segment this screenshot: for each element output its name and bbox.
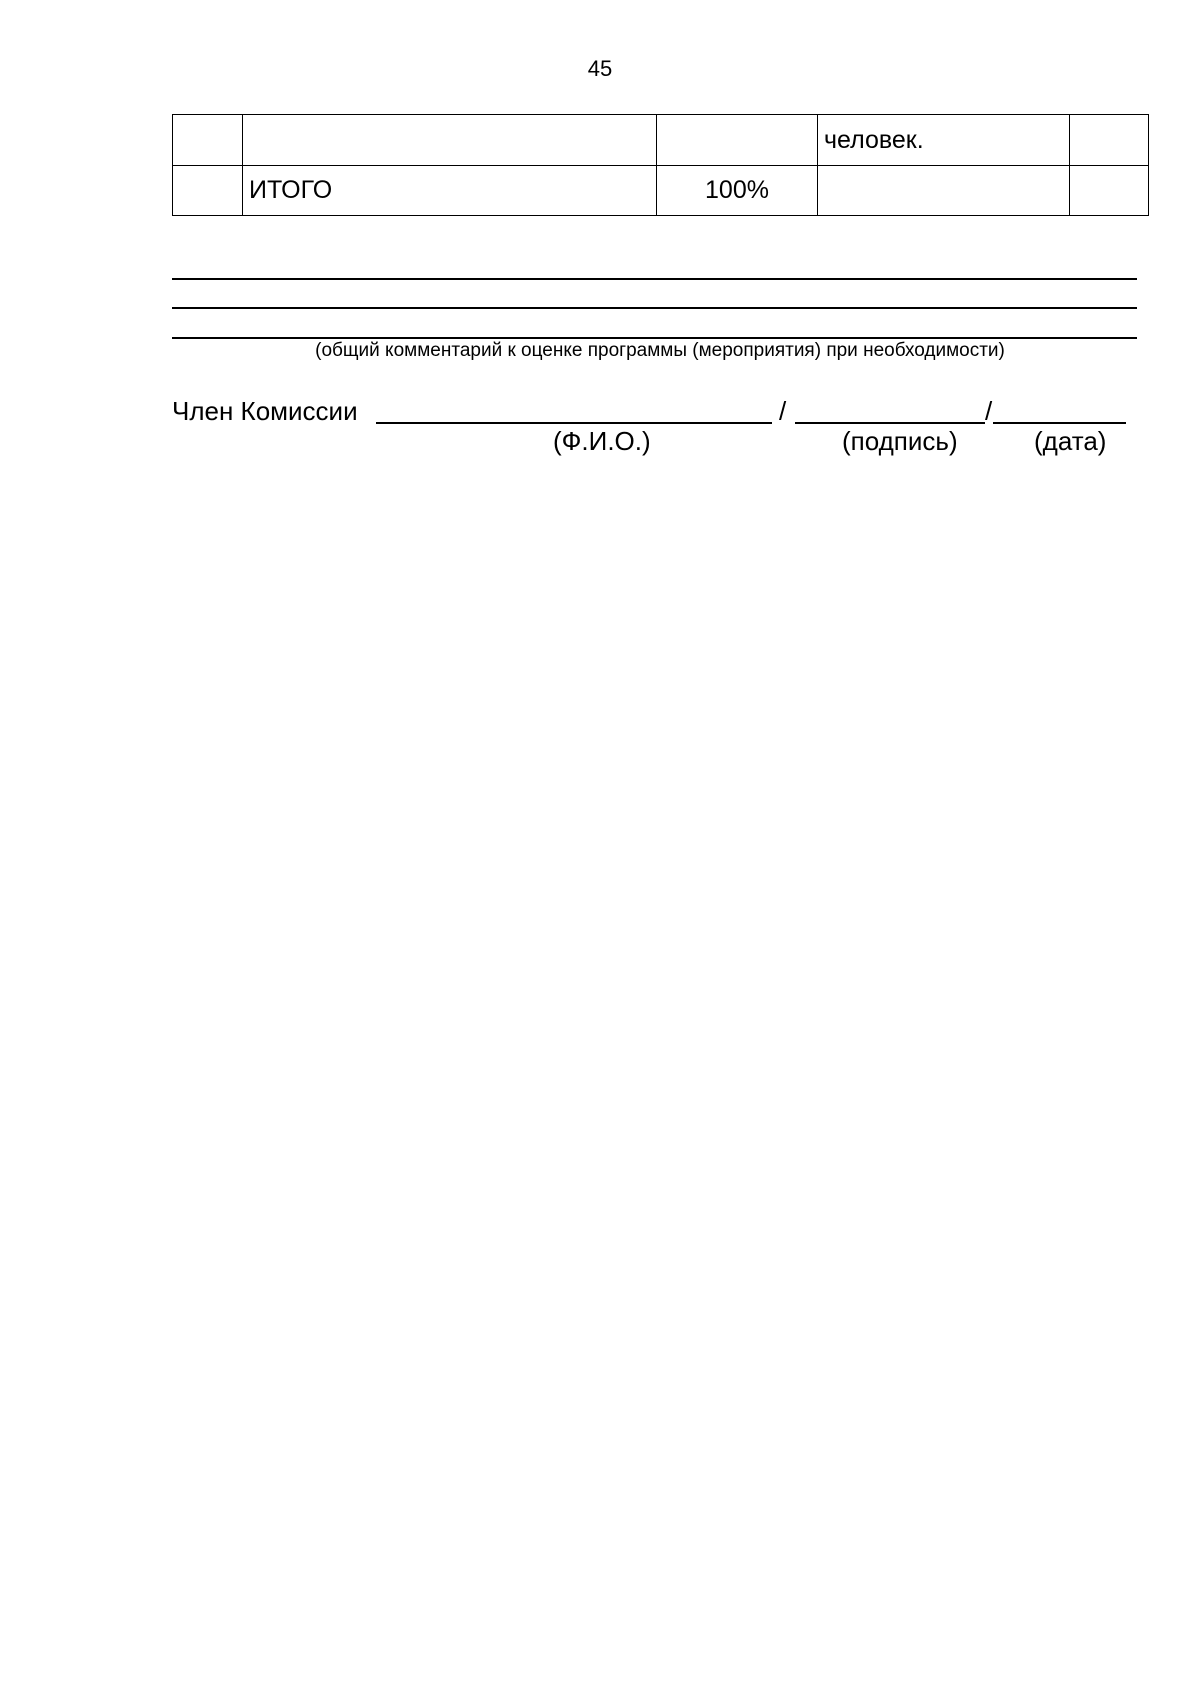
name-line: [376, 422, 772, 424]
comment-caption: (общий комментарий к оценке программы (мероприятия) при необходимости): [315, 340, 1005, 361]
table-row-total: [173, 166, 1149, 216]
comment-line-2: [172, 307, 1137, 309]
table-cell: [657, 115, 818, 166]
table-cell: [818, 166, 1070, 216]
table-cell: человек.: [818, 115, 1070, 166]
signature-caption: (подпись): [842, 426, 958, 456]
name-caption: (Ф.И.О.): [553, 426, 651, 456]
total-label: ИТОГО: [243, 166, 657, 216]
total-percent: 100%: [657, 166, 818, 216]
comment-line-3: [172, 337, 1137, 339]
separator-slash: /: [985, 396, 993, 426]
table-cell: [173, 115, 243, 166]
separator-slash: /: [779, 396, 787, 426]
table-cell: [173, 166, 243, 216]
page-number: 45: [587, 56, 613, 81]
table-cell: [1070, 115, 1149, 166]
signature-label: Член Комиссии: [172, 396, 358, 426]
date-caption: (дата): [1034, 426, 1107, 456]
date-line: [993, 422, 1126, 424]
table-row: [173, 115, 1149, 166]
comment-line-1: [172, 278, 1137, 280]
signature-line: [795, 422, 985, 424]
evaluation-table: [172, 114, 1149, 216]
table-cell: [1070, 166, 1149, 216]
table-cell: [243, 115, 657, 166]
